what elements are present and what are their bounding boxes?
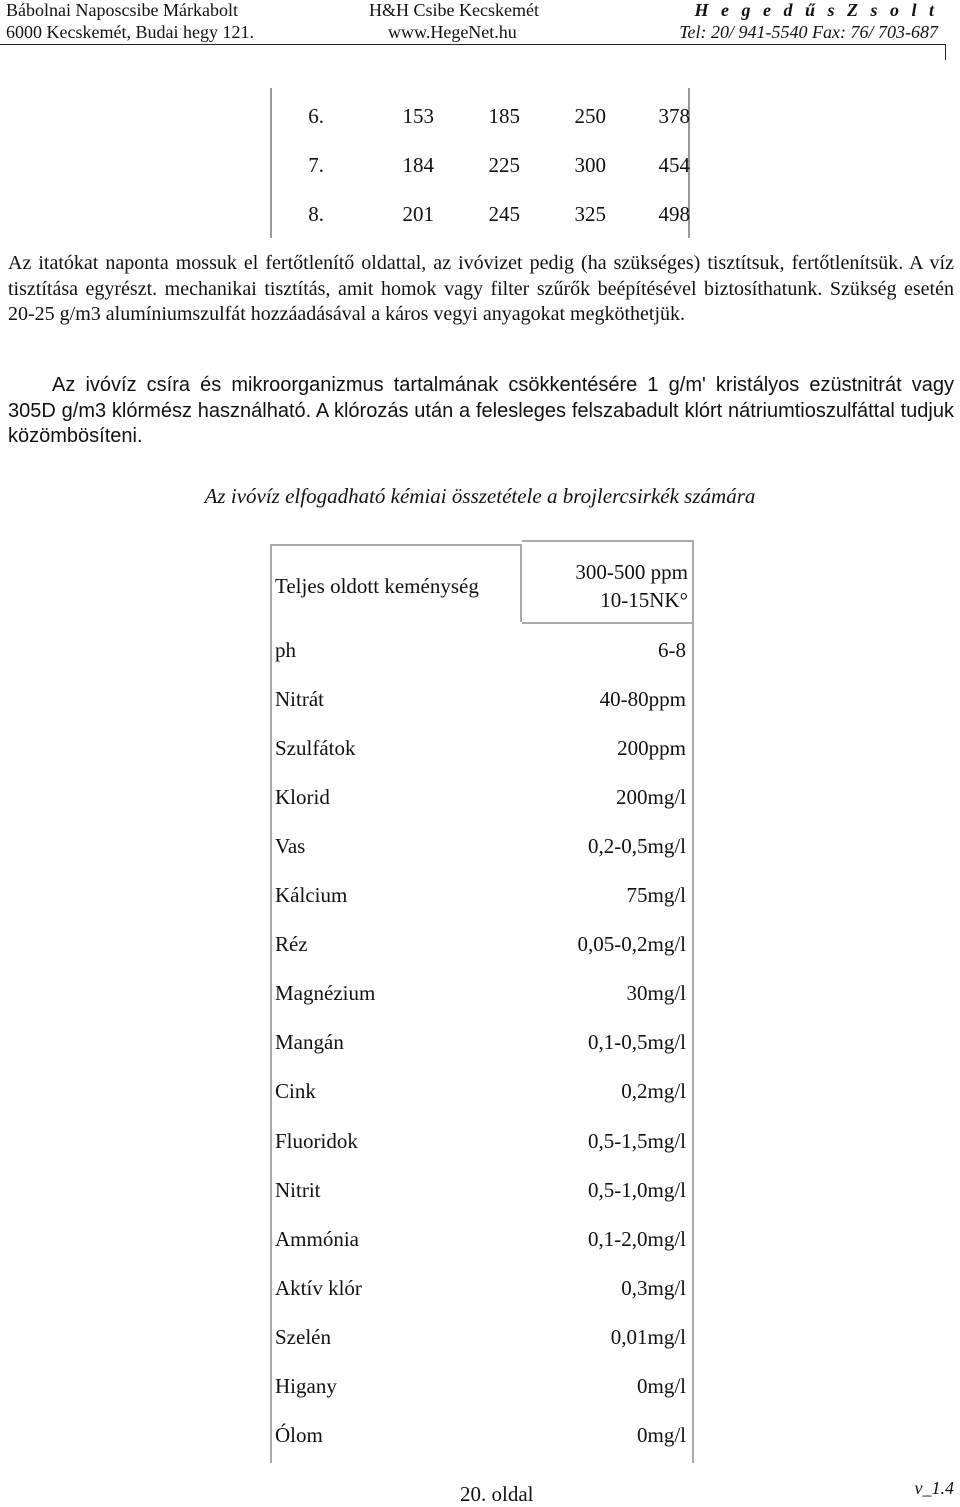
table-row — [272, 141, 690, 190]
chem-label: Szulfátok — [275, 736, 356, 761]
table-cell: 300 — [574, 153, 606, 177]
chem-value: 0,1-2,0mg/l — [588, 1226, 686, 1251]
chem-row — [272, 968, 692, 1017]
header-divider — [0, 44, 946, 45]
table-divider-vertical — [520, 544, 522, 622]
top-table — [272, 92, 690, 239]
chem-row — [272, 1017, 692, 1066]
chem-label: Kálcium — [275, 883, 348, 908]
chem-row — [272, 625, 692, 674]
chem-label: Teljes oldott keménység — [275, 574, 479, 598]
chem-value: 0mg/l — [636, 1373, 686, 1398]
chem-label: Aktív klór — [275, 1275, 362, 1300]
table-border-left — [270, 544, 272, 1463]
table-row — [272, 92, 690, 141]
chem-value: 75mg/l — [626, 883, 686, 908]
chem-value: 6-8 — [658, 638, 686, 662]
table-cell: 201 — [402, 202, 434, 226]
paragraph-cleaning: Az itatókat naponta mossuk el fertőtlenítő oldattal, az ivóvizet pedig (ha szükséges) tisztítsuk, fertőtlenítsük. A víz tisztítása egyrészt. mechanikai tisztítás, amit homok vagy filter szűrők beépítésével biztosíthatunk. Szükség esetén 20-25 g/m3 alumíniumszulfát hozzáadásával a káros vegyi anyagokat megköthetjük. — [8, 252, 954, 325]
chem-value: 300-500 ppm — [575, 560, 688, 584]
chem-value: 10-15NK° — [600, 588, 688, 612]
page-header — [0, 0, 960, 60]
chem-label: Fluoridok — [275, 1128, 358, 1153]
table-cell: 8. — [308, 202, 324, 226]
table-cell: 185 — [488, 104, 520, 128]
chem-value: 0,05-0,2mg/l — [577, 932, 686, 957]
chem-value: 0,2mg/l — [621, 1079, 686, 1104]
table-divider-horizontal — [522, 622, 692, 624]
chem-value: 0,01mg/l — [610, 1324, 686, 1349]
chem-value: 200ppm — [617, 736, 686, 761]
table-cell: 245 — [488, 202, 520, 226]
chem-row — [272, 674, 692, 723]
header-address: 6000 Kecskemét, Budai hegy 121. — [6, 22, 254, 42]
table-cell: 225 — [488, 153, 520, 177]
table-cell: 153 — [402, 104, 434, 128]
chem-value: 30mg/l — [626, 981, 686, 1006]
table-cell: 6. — [308, 104, 324, 128]
chem-label: Ólom — [275, 1422, 323, 1447]
header-divider-tick — [945, 44, 946, 60]
chem-value: 0,5-1,0mg/l — [588, 1177, 686, 1202]
table-cell: 498 — [658, 202, 690, 226]
chem-value: 0,2-0,5mg/l — [588, 834, 686, 859]
chem-row — [272, 1116, 692, 1165]
table-border-top — [272, 544, 520, 546]
chem-row — [272, 1263, 692, 1312]
chem-label: Nitrit — [275, 1177, 321, 1202]
table-border-right — [692, 540, 694, 1463]
header-company: H&H Csibe Kecskemét — [369, 0, 539, 20]
chem-row — [272, 919, 692, 968]
table-cell: 7. — [308, 153, 324, 177]
table-border-top-right — [522, 540, 692, 542]
chem-label: Vas — [275, 834, 306, 859]
chem-value: 0,1-0,5mg/l — [588, 1030, 686, 1055]
chem-value: 40-80ppm — [599, 687, 686, 712]
chem-row — [272, 772, 692, 821]
chem-label: Magnézium — [275, 981, 376, 1006]
chem-label: ph — [275, 638, 296, 662]
header-shop-name: Bábolnai Naposcsibe Márkabolt — [6, 0, 238, 20]
page-number: 20. oldal — [460, 1482, 534, 1506]
page-footer — [0, 1478, 960, 1506]
chem-row — [272, 1066, 692, 1115]
header-website[interactable]: www.HegeNet.hu — [388, 22, 517, 42]
chem-label: Cink — [275, 1079, 316, 1104]
chem-value: 200mg/l — [615, 785, 686, 810]
chem-label: Klorid — [275, 785, 330, 810]
chem-row — [272, 1410, 692, 1459]
header-owner-name: H e g e d ű s Z s o l t — [694, 0, 938, 20]
chem-row — [272, 1165, 692, 1214]
chem-value: 0,3mg/l — [621, 1275, 686, 1300]
table-row — [272, 190, 690, 239]
table-cell: 184 — [402, 153, 434, 177]
chem-value: 0,5-1,5mg/l — [588, 1128, 686, 1153]
table-caption: Az ivóvíz elfogadható kémiai összetétele a brojlercsirkék számára — [204, 484, 756, 508]
chem-label: Nitrát — [275, 687, 324, 712]
chem-label: Réz — [275, 932, 308, 957]
chem-row — [272, 870, 692, 919]
chem-row — [272, 723, 692, 772]
chem-label: Mangán — [275, 1030, 344, 1055]
chem-value: 0mg/l — [636, 1422, 686, 1447]
table-cell: 325 — [574, 202, 606, 226]
chem-row — [272, 1361, 692, 1410]
version-label: v_1.4 — [914, 1478, 954, 1498]
chem-label: Szelén — [275, 1324, 331, 1349]
chem-label: Ammónia — [275, 1226, 359, 1251]
table-cell: 250 — [574, 104, 606, 128]
table-cell: 454 — [658, 153, 690, 177]
paragraph-disinfection: Az ivóvíz csíra és mikroorganizmus tartalmának csökkentésére 1 g/m' kristályos ezüstnitrát vagy 305D g/m3 klórmész használható. A klórozás után a felesleges felszabadult klórt nátriumtioszulfáttal tudjuk közömbösíteni. — [8, 374, 954, 447]
table-cell: 378 — [658, 104, 690, 128]
chem-table-header-row — [272, 544, 692, 622]
header-contact-phone: Tel: 20/ 941-5540 Fax: 76/ 703-687 — [679, 22, 938, 42]
chem-row — [272, 821, 692, 870]
chem-label: Higany — [275, 1373, 337, 1398]
chem-row — [272, 1214, 692, 1263]
chem-row — [272, 1312, 692, 1361]
